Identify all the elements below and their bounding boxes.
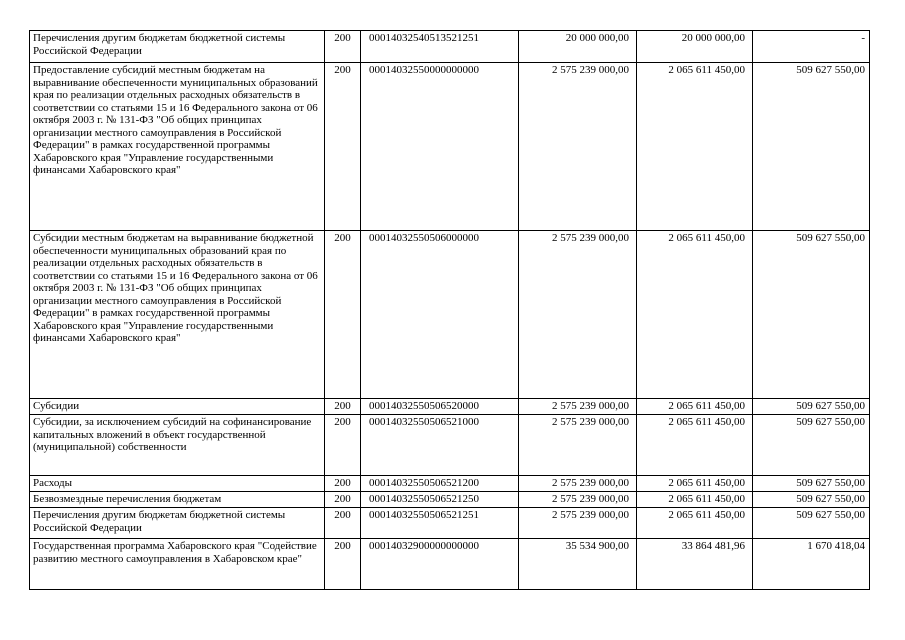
approved-amount-cell: 2 575 239 000,00 xyxy=(519,63,637,231)
classification-code-cell: 00014032900000000000 xyxy=(361,539,519,590)
line-code-cell: 200 xyxy=(325,231,361,399)
line-code-cell: 200 xyxy=(325,63,361,231)
executed-amount-cell: 2 065 611 450,00 xyxy=(637,476,753,492)
classification-code-cell: 00014032550506000000 xyxy=(361,231,519,399)
table-row xyxy=(30,63,870,231)
unexecuted-amount-cell: - xyxy=(753,31,870,63)
budget-report-page xyxy=(29,30,869,590)
approved-amount-cell: 20 000 000,00 xyxy=(519,31,637,63)
unexecuted-amount-cell: 509 627 550,00 xyxy=(753,415,870,476)
table-row xyxy=(30,476,870,492)
line-code-cell: 200 xyxy=(325,508,361,539)
unexecuted-amount-cell: 509 627 550,00 xyxy=(753,63,870,231)
table-row xyxy=(30,539,870,590)
approved-amount-cell: 35 534 900,00 xyxy=(519,539,637,590)
unexecuted-amount-cell: 509 627 550,00 xyxy=(753,476,870,492)
table-row xyxy=(30,415,870,476)
approved-amount-cell: 2 575 239 000,00 xyxy=(519,399,637,415)
classification-code-cell: 00014032550506520000 xyxy=(361,399,519,415)
row-name-cell: Субсидии местным бюджетам на выравнивание бюджетной обеспеченности муниципальных образований края по реализации отдельных расходных обязательств в соответствии со статьями 15 и 16 Федерального закона от 06 октября 2003 г. № 131-ФЗ "Об общих принципах организации местного самоуправления в Российской Федерации" в рамках государственной программы Хабаровского края "Управление государственными финансами Хабаровского края" xyxy=(30,231,325,399)
approved-amount-cell: 2 575 239 000,00 xyxy=(519,508,637,539)
line-code-cell: 200 xyxy=(325,476,361,492)
classification-code-cell: 00014032550506521251 xyxy=(361,508,519,539)
table-row xyxy=(30,399,870,415)
executed-amount-cell: 33 864 481,96 xyxy=(637,539,753,590)
unexecuted-amount-cell: 509 627 550,00 xyxy=(753,508,870,539)
classification-code-cell: 00014032550506521000 xyxy=(361,415,519,476)
row-name-cell: Перечисления другим бюджетам бюджетной системы Российской Федерации xyxy=(30,31,325,63)
table-row xyxy=(30,508,870,539)
line-code-cell: 200 xyxy=(325,492,361,508)
line-code-cell: 200 xyxy=(325,415,361,476)
executed-amount-cell: 2 065 611 450,00 xyxy=(637,492,753,508)
executed-amount-cell: 2 065 611 450,00 xyxy=(637,399,753,415)
executed-amount-cell: 20 000 000,00 xyxy=(637,31,753,63)
row-name-cell: Предоставление субсидий местным бюджетам на выравнивание обеспеченности муниципальных образований края по реализации отдельных расходных обязательств в соответствии со статьями 15 и 16 Федерального закона от 06 октября 2003 г. № 131-ФЗ "Об общих принципах организации местного самоуправления в Российской Федерации" в рамках государственной программы Хабаровского края "Управление государственными финансами Хабаровского края" xyxy=(30,63,325,231)
table-row xyxy=(30,31,870,63)
unexecuted-amount-cell: 509 627 550,00 xyxy=(753,231,870,399)
unexecuted-amount-cell: 1 670 418,04 xyxy=(753,539,870,590)
classification-code-cell: 00014032550506521200 xyxy=(361,476,519,492)
row-name-cell: Государственная программа Хабаровского края "Содействие развитию местного самоуправления в Хабаровском крае" xyxy=(30,539,325,590)
row-name-cell: Субсидии xyxy=(30,399,325,415)
row-name-cell: Субсидии, за исключением субсидий на софинансирование капитальных вложений в объект государственной (муниципальной) собственности xyxy=(30,415,325,476)
approved-amount-cell: 2 575 239 000,00 xyxy=(519,492,637,508)
row-name-cell: Перечисления другим бюджетам бюджетной системы Российской Федерации xyxy=(30,508,325,539)
line-code-cell: 200 xyxy=(325,31,361,63)
unexecuted-amount-cell: 509 627 550,00 xyxy=(753,492,870,508)
line-code-cell: 200 xyxy=(325,539,361,590)
approved-amount-cell: 2 575 239 000,00 xyxy=(519,415,637,476)
line-code-cell: 200 xyxy=(325,399,361,415)
row-name-cell: Расходы xyxy=(30,476,325,492)
classification-code-cell: 00014032550506521250 xyxy=(361,492,519,508)
executed-amount-cell: 2 065 611 450,00 xyxy=(637,231,753,399)
approved-amount-cell: 2 575 239 000,00 xyxy=(519,476,637,492)
executed-amount-cell: 2 065 611 450,00 xyxy=(637,63,753,231)
classification-code-cell: 00014032540513521251 xyxy=(361,31,519,63)
table-row xyxy=(30,231,870,399)
unexecuted-amount-cell: 509 627 550,00 xyxy=(753,399,870,415)
budget-execution-table xyxy=(29,30,870,590)
executed-amount-cell: 2 065 611 450,00 xyxy=(637,508,753,539)
row-name-cell: Безвозмездные перечисления бюджетам xyxy=(30,492,325,508)
executed-amount-cell: 2 065 611 450,00 xyxy=(637,415,753,476)
approved-amount-cell: 2 575 239 000,00 xyxy=(519,231,637,399)
table-row xyxy=(30,492,870,508)
classification-code-cell: 00014032550000000000 xyxy=(361,63,519,231)
